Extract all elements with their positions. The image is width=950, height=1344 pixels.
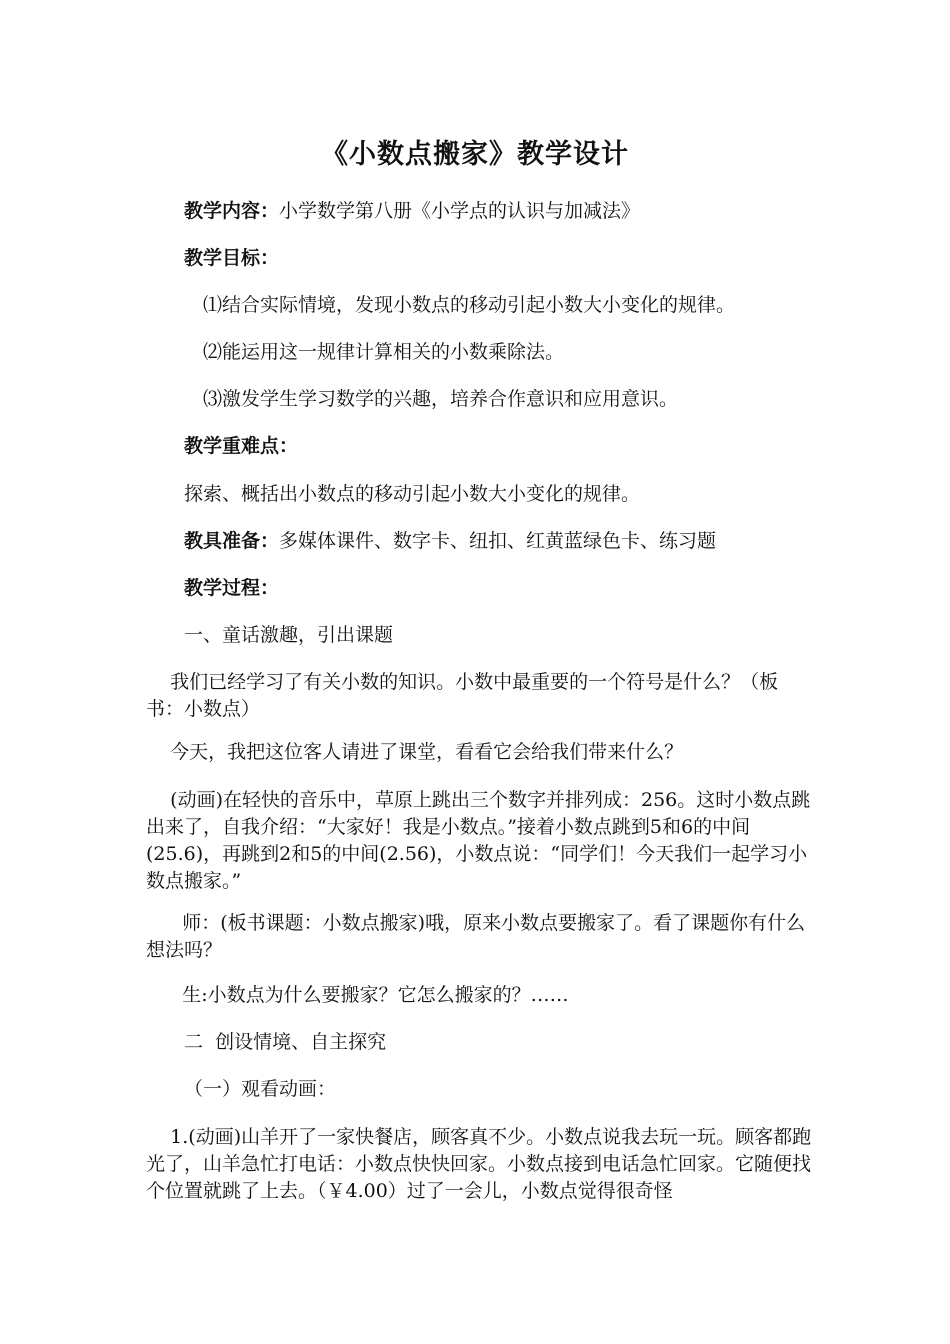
section-2-heading: 二 创设情境、自主探究 bbox=[184, 1031, 387, 1053]
key-points-text: 探索、概括出小数点的移动引起小数大小变化的规律。 bbox=[184, 483, 641, 505]
section-1-heading: 一、童话激趣，引出课题 bbox=[184, 624, 394, 646]
teaching-goals-label: 教学目标： bbox=[184, 247, 280, 269]
paragraph-3: (动画)在轻快的音乐中，草原上跳出三个数字并排列成：256。这时小数点跳出来了，自我介绍：“大家好！我是小数点。”接着小数点跳到5和6的中间(25.6)，再跳到2和5的中间(2.56)，小数点说：“同学们！今天我们一起学习小数点搬家。” bbox=[146, 789, 811, 892]
key-points-label: 教学重难点： bbox=[184, 435, 299, 457]
teaching-tools-text: 多媒体课件、数字卡、纽扣、红黄蓝绿色卡、练习题 bbox=[279, 530, 717, 552]
teaching-tools-line bbox=[146, 528, 816, 555]
paragraph-6: 1.(动画)山羊开了一家快餐店，顾客真不少。小数点说我去玩一玩。顾客都跑光了，山羊急忙打电话：小数点快快回家。小数点接到电话急忙回家。它随便找个位置就跳了上去。（￥4.00）过了一会儿，小数点觉得很奇怪 bbox=[146, 1126, 812, 1202]
teaching-process-heading bbox=[146, 575, 816, 602]
goal-item-1: ⑴结合实际情境，发现小数点的移动引起小数大小变化的规律。 bbox=[203, 294, 736, 316]
subsection-1-heading: （一）观看动画： bbox=[184, 1078, 337, 1100]
key-points-heading bbox=[146, 433, 816, 460]
paragraph-4: 师：(板书课题：小数点搬家)哦，原来小数点要搬家了。看了课题你有什么想法吗？ bbox=[146, 912, 806, 961]
teaching-goals-heading bbox=[146, 245, 816, 272]
teaching-content-line bbox=[146, 198, 816, 225]
paragraph-1: 我们已经学习了有关小数的知识。小数中最重要的一个符号是什么？（板书：小数点） bbox=[146, 671, 779, 720]
document-title: 《小数点搬家》教学设计 bbox=[321, 139, 629, 170]
paragraph-2: 今天，我把这位客人请进了课堂，看看它会给我们带来什么？ bbox=[146, 741, 684, 763]
paragraph-5: 生:小数点为什么要搬家？它怎么搬家的？…… bbox=[146, 984, 569, 1006]
teaching-process-label: 教学过程： bbox=[184, 577, 280, 599]
goal-item-3: ⑶激发学生学习数学的兴趣，培养合作意识和应用意识。 bbox=[203, 388, 679, 410]
teaching-content-label: 教学内容： bbox=[184, 200, 280, 222]
teaching-content-text: 小学数学第八册《小学点的认识与加减法》 bbox=[279, 200, 641, 222]
teaching-tools-label: 教具准备： bbox=[184, 530, 280, 552]
goal-item-2: ⑵能运用这一规律计算相关的小数乘除法。 bbox=[203, 341, 565, 363]
